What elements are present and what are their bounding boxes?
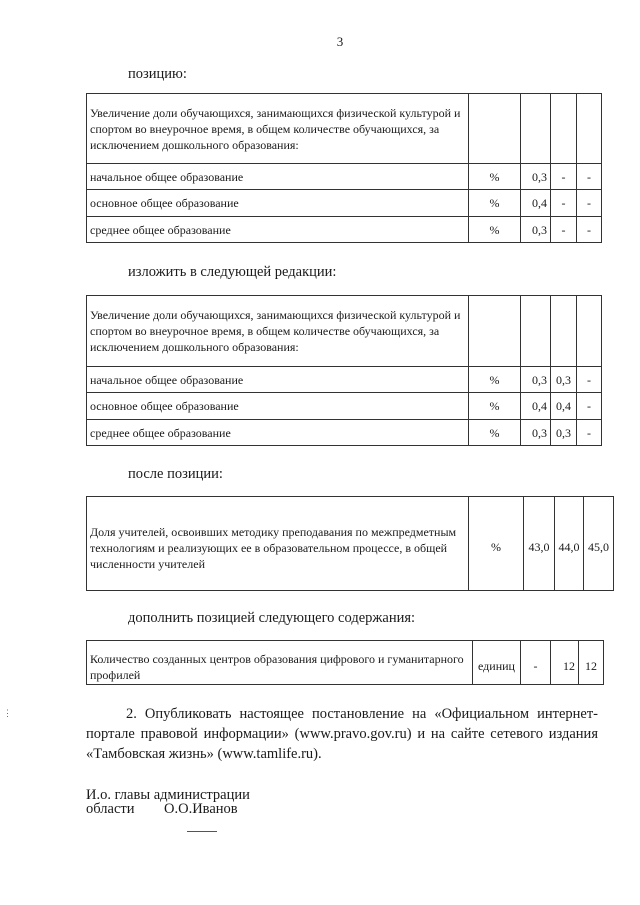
caption-add-position: дополнить позицией следующего содержания: <box>128 610 416 626</box>
table-row: начальное общее образование % 0,3 - - <box>87 164 602 190</box>
table-row: основное общее образование % 0,4 0,4 - <box>87 393 602 420</box>
table-header-cell: Увеличение доли обучающихся, занимающихся физической культурой и спортом во внеурочное время, в общем количестве обучающихся, за исключением дошкольного образования: <box>87 296 469 367</box>
table-new-edition <box>86 295 602 446</box>
table-row: среднее общее образование % 0,3 - - <box>87 217 602 243</box>
caption-new-edition: изложить в следующей редакции: <box>128 264 337 280</box>
table-header-cell: Увеличение доли обучающихся, занимающихся физической культурой и спортом во внеурочное время, в общем количестве обучающихся, за исключением дошкольного образования: <box>87 94 469 164</box>
publication-paragraph: 2. Опубликовать настоящее постановление на «Официальном интернет-портале правовой информации» (www.pravo.gov.ru) и на сайте сетевого издания «Тамбовская жизнь» (www.tamlife.ru). <box>86 706 598 762</box>
table-row: Доля учителей, освоивших методику преподавания по межпредметным технологиям и реализующих ее в образовательном процессе, в общей численности учителей % 43,0 44,0 45,0 <box>87 497 614 591</box>
margin-mark: ⋮ <box>3 708 12 718</box>
table-row: основное общее образование % 0,4 - - <box>87 190 602 217</box>
signature-name: О.О.Иванов <box>164 801 238 817</box>
table-centers <box>86 640 604 685</box>
table-original <box>86 93 602 243</box>
signature-title-line1: И.о. главы администрации <box>86 787 250 803</box>
footer-dash <box>187 831 217 832</box>
table-row: среднее общее образование % 0,3 0,3 - <box>87 420 602 446</box>
caption-position: позицию: <box>128 66 187 82</box>
caption-after-position: после позиции: <box>128 466 223 482</box>
table-teachers <box>86 496 614 591</box>
page-number: 3 <box>336 34 344 49</box>
table-row: Количество созданных центров образования цифрового и гуманитарного профилей единиц - 12 12 <box>87 641 604 685</box>
signature-title-line2: области <box>86 801 135 817</box>
table-row: начальное общее образование % 0,3 0,3 - <box>87 367 602 393</box>
